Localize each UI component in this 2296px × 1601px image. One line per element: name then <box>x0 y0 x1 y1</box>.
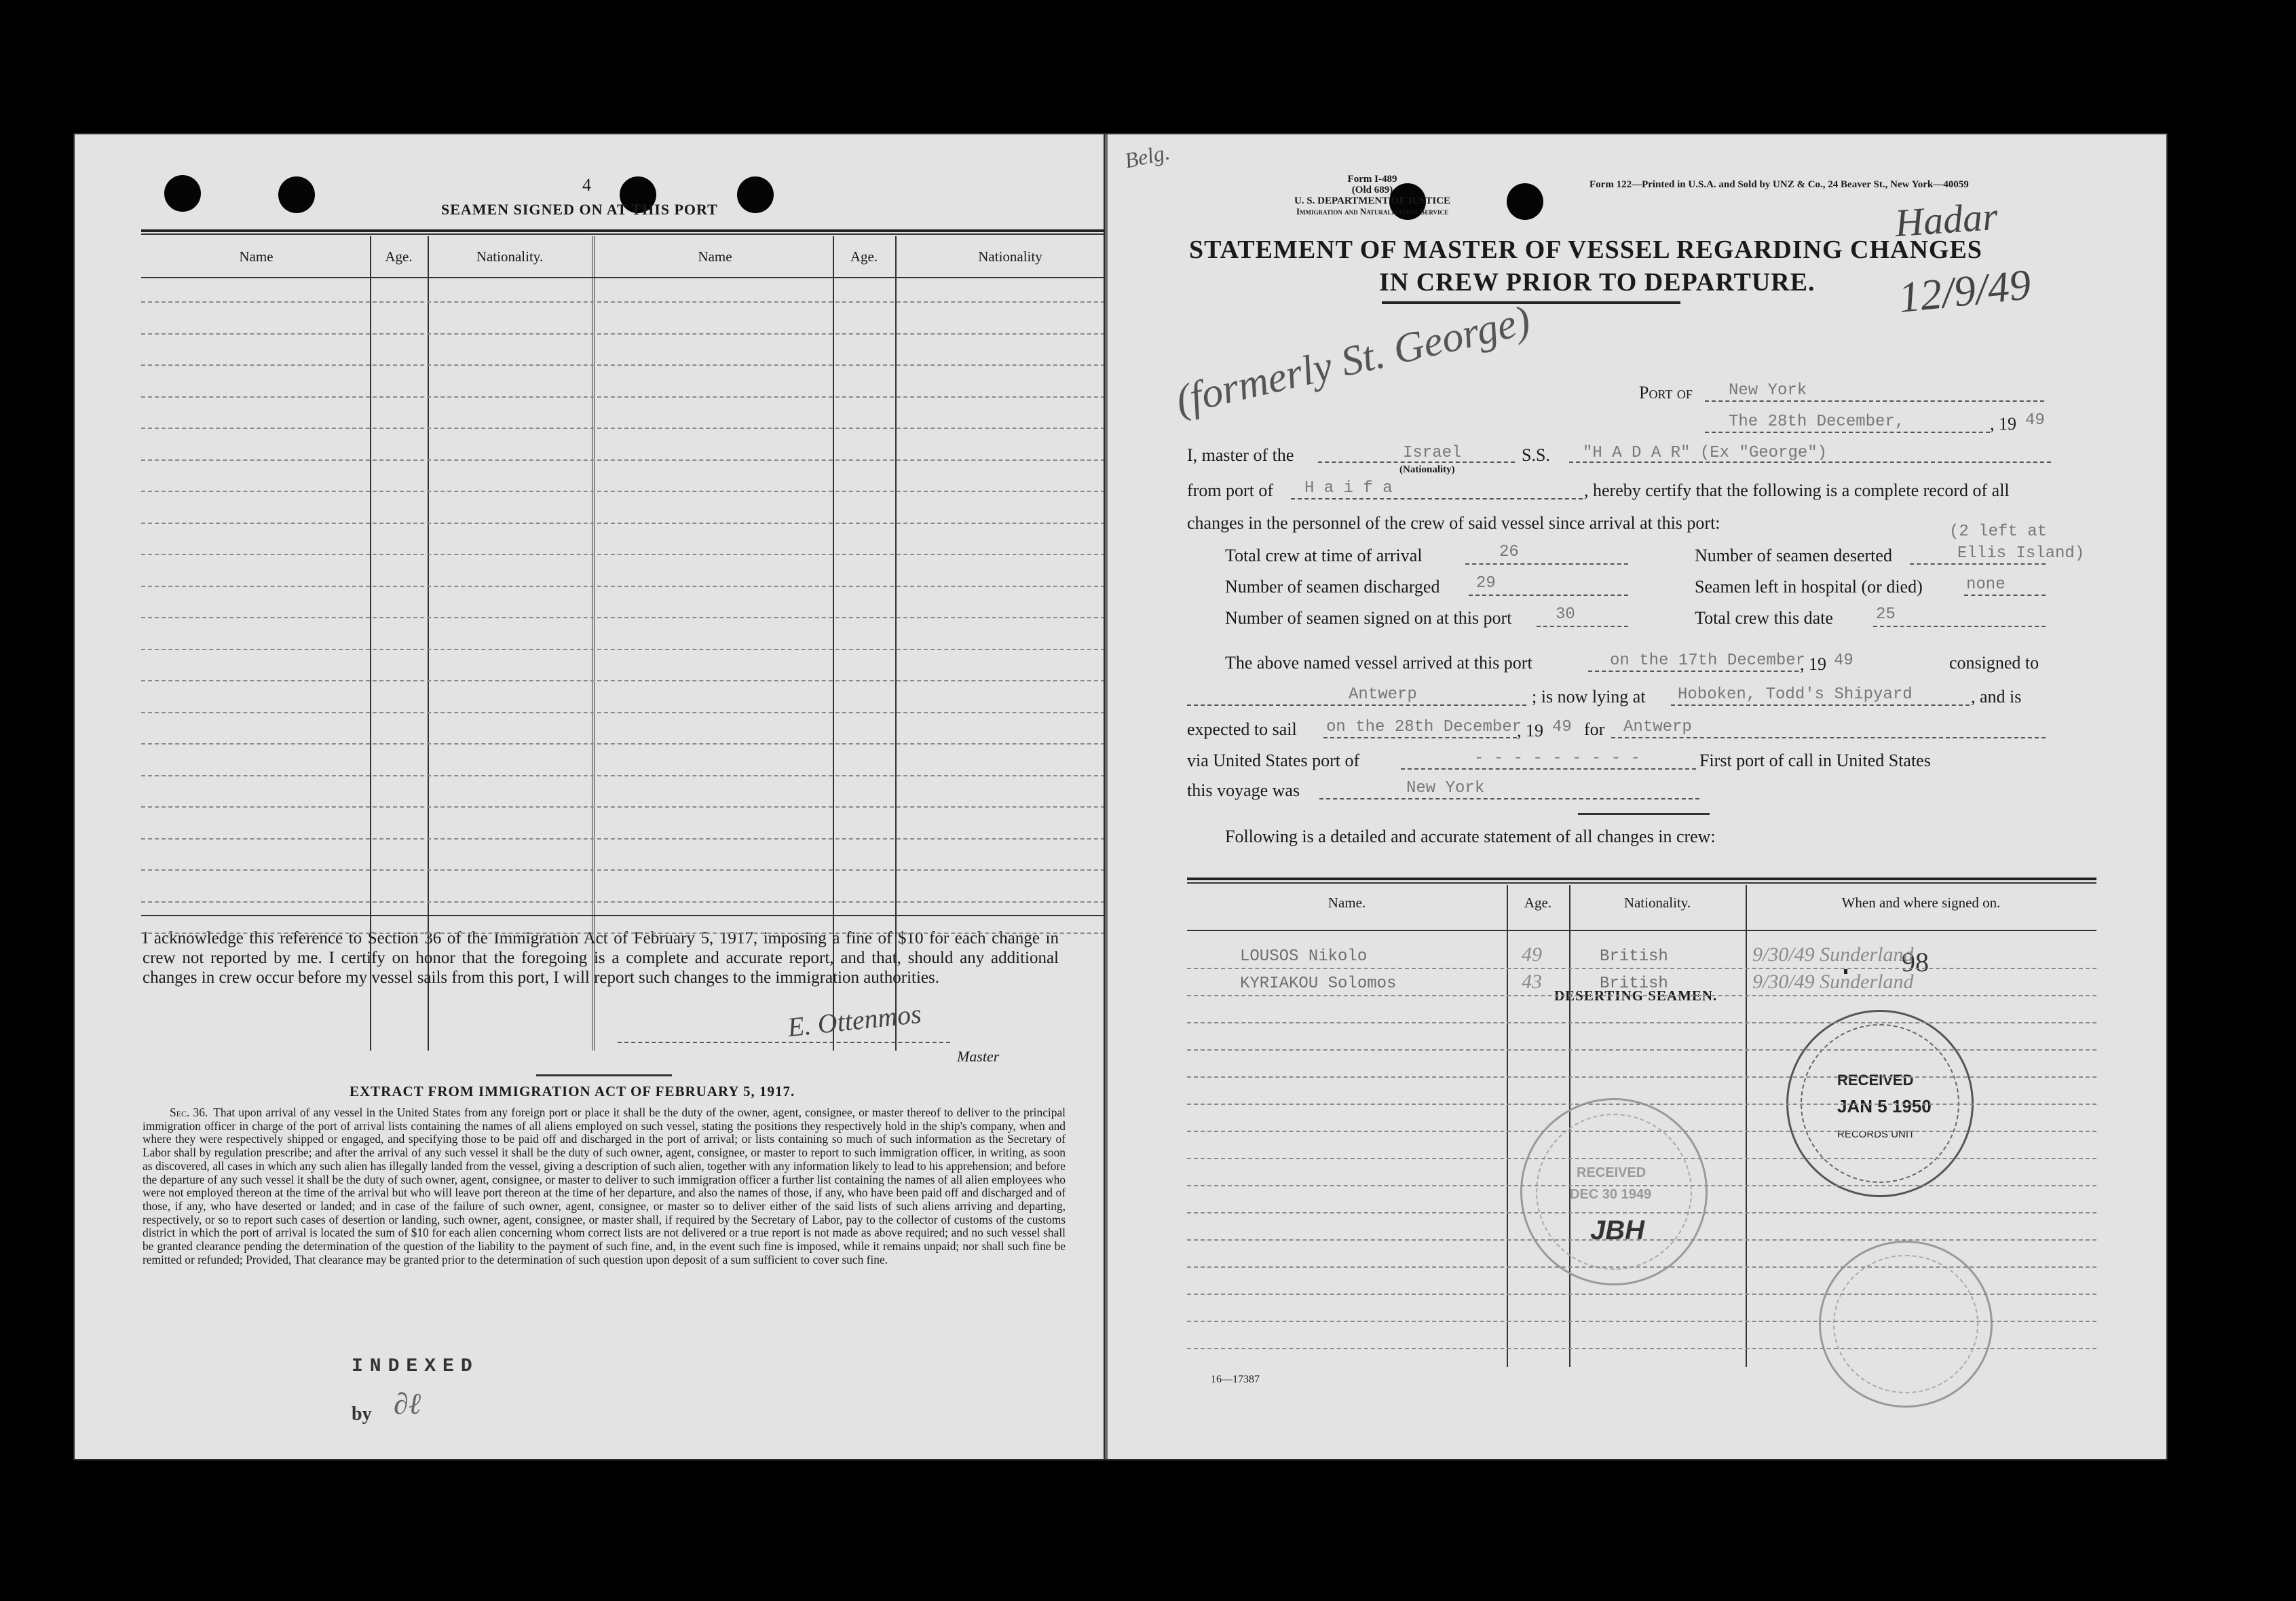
table-row-rule <box>141 649 1105 650</box>
nationality-sublabel: (Nationality) <box>1399 464 1455 475</box>
nationality-value: Israel <box>1403 444 1462 462</box>
and-is-text: , and is <box>1971 687 2022 707</box>
table-row-rule <box>1187 1212 2096 1213</box>
table-row-rule <box>1187 968 2096 969</box>
signed-on-underline <box>1537 626 1628 627</box>
indexed-by-initials: ∂ℓ <box>394 1387 421 1420</box>
port-label: Port of <box>1639 383 1693 402</box>
deserter-name: LOUSOS Nikolo <box>1240 947 1368 966</box>
voyage-underline <box>1319 798 1699 799</box>
handwritten-formerly-note: (formerly St. George) <box>1171 297 1535 424</box>
date-value: The 28th December, <box>1729 413 1905 431</box>
column-header: Name <box>698 248 732 265</box>
year-prefix: , 19 <box>1990 414 2016 434</box>
handwritten-vessel-name: Hadar <box>1893 193 1999 246</box>
deserted-note-line2: Ellis Island) <box>1957 544 2085 563</box>
year-value: 49 <box>2025 411 2045 430</box>
stamp-ring <box>1833 1255 1978 1393</box>
table-row-rule <box>141 586 1105 587</box>
table-row-rule <box>1187 1076 2096 1078</box>
master-of-label: I, master of the <box>1187 445 1294 465</box>
voyage-label: this voyage was <box>1187 780 1300 800</box>
service-text: Immigration and Naturalization Service <box>1296 206 1449 216</box>
table-row-rule <box>141 459 1105 461</box>
arrived-underline <box>1588 671 1799 672</box>
table-row-rule <box>1187 995 2096 996</box>
deserting-column-header: Nationality. <box>1623 894 1691 911</box>
hospital-label: Seamen left in hospital (or died) <box>1695 577 1923 597</box>
hospital-underline <box>1964 595 2046 596</box>
sail-year-value: 49 <box>1552 718 1572 736</box>
column-header: Nationality. <box>476 248 544 265</box>
deserting-column-header: Age. <box>1524 894 1552 911</box>
form-footer-number: 16—17387 <box>1211 1374 1260 1385</box>
for-label: for <box>1584 719 1605 739</box>
belg-annotation: Belg. <box>1122 139 1172 173</box>
table-row-rule <box>1187 1239 2096 1241</box>
table-row-rule <box>1187 1185 2096 1186</box>
deserter-age: 43 <box>1522 971 1542 993</box>
from-port-value: H a i f a <box>1304 479 1393 497</box>
form-number <box>1237 174 1508 217</box>
sail-value: on the 28th December <box>1326 718 1522 736</box>
lying-label: ; is now lying at <box>1532 687 1646 707</box>
title-underline <box>1382 301 1680 304</box>
total-arrival-value: 26 <box>1499 543 1519 561</box>
page-number: 4 <box>582 175 591 195</box>
table-row-rule <box>1187 1266 2096 1268</box>
deserter-signed-on: 9/30/49 Sunderland <box>1752 971 1914 993</box>
table-row-rule <box>1187 1131 2096 1132</box>
via-value: - - - - - - - - - <box>1474 749 1640 768</box>
acknowledgment-text: I acknowledge this reference to Section 36 of the Immigration Act of February 5, 1917, imposing a fine of $10 for each change in crew not reported by me. I certify on honor that the foregoing is a complete and accurate report, and that, should any additional changes in crew occur before my vessel sails from this port, I will report such changes to the immigration authorities. <box>143 929 1059 987</box>
discharged-underline <box>1469 595 1628 596</box>
table-row-rule <box>1187 1321 2096 1322</box>
table-top-rule <box>141 229 1105 232</box>
deserting-seamen-title: DESERTING SEAMEN. <box>1554 987 1718 1004</box>
column-header: Age. <box>850 248 878 265</box>
arrived-year-prefix: , 19 <box>1800 654 1826 674</box>
total-date-label: Total crew this date <box>1695 608 1833 628</box>
form-number-text: Form I-489 <box>1347 174 1397 185</box>
discharged-value: 29 <box>1476 574 1496 592</box>
consigned-value: Antwerp <box>1349 685 1417 704</box>
following-label: Following is a detailed and accurate statement of all changes in crew: <box>1225 827 1716 846</box>
column-header: Nationality <box>978 248 1042 265</box>
table-row-rule <box>141 491 1105 492</box>
deserted-underline <box>1910 563 2046 565</box>
divider-rule <box>1578 813 1710 815</box>
for-value: Antwerp <box>1623 718 1692 736</box>
port-value: New York <box>1729 381 1807 400</box>
master-label: Master <box>957 1048 1000 1065</box>
deserted-note-line1: (2 left at <box>1949 523 2048 541</box>
deserter-signed-on: 9/30/49 Sunderland <box>1752 943 1914 966</box>
table-row-rule <box>141 396 1105 398</box>
faint-received-stamp <box>1520 1098 1708 1285</box>
table-row-rule <box>1187 1348 2096 1349</box>
lying-value: Hoboken, Todd's Shipyard <box>1678 685 1913 704</box>
total-date-underline <box>1873 626 2046 627</box>
table-bottom-rule <box>141 915 1105 916</box>
table-row-rule <box>141 838 1105 840</box>
arrived-value: on the 17th December <box>1610 652 1806 670</box>
table-row-rule <box>141 617 1105 618</box>
discharged-label: Number of seamen discharged <box>1225 577 1440 597</box>
table-row-rule <box>1187 1294 2096 1295</box>
header-rule <box>1187 930 2096 931</box>
deserter-nationality: British <box>1600 975 1668 993</box>
form-old-text: (Old 689) <box>1351 185 1393 195</box>
deserted-label: Number of seamen deserted <box>1695 546 1892 565</box>
department-text: U. S. DEPARTMENT OF JUSTICE <box>1294 195 1451 206</box>
table-top-rule <box>141 233 1105 235</box>
arrived-year-value: 49 <box>1834 652 1853 670</box>
deserting-table-top-rule <box>1187 878 2096 880</box>
ship-value: "H A D A R" (Ex "George") <box>1583 444 1828 462</box>
lying-underline <box>1671 704 1970 706</box>
certify-text: , hereby certify that the following is a complete record of all <box>1584 481 2010 500</box>
deserting-column-header: Name. <box>1328 894 1366 911</box>
table-row-rule <box>141 869 1105 871</box>
changes-text: changes in the personnel of the crew of said vessel since arrival at this port: <box>1187 513 1720 533</box>
deserting-column-header: When and where signed on. <box>1841 894 2001 911</box>
stamp-faint-date: DEC 30 1949 <box>1570 1187 1652 1202</box>
indexed-by-label: by <box>352 1404 372 1425</box>
consigned-underline <box>1187 704 1526 706</box>
deserter-nationality: British <box>1600 947 1668 966</box>
table-row-rule <box>1187 1049 2096 1051</box>
extract-title: EXTRACT FROM IMMIGRATION ACT OF FEBRUARY 5, 1917. <box>350 1083 795 1099</box>
signed-on-value: 30 <box>1556 605 1575 624</box>
divider-rule <box>536 1074 672 1076</box>
from-port-label: from port of <box>1187 481 1274 500</box>
signed-on-label: Number of seamen signed on at this port <box>1225 608 1512 628</box>
table-row-rule <box>141 523 1105 524</box>
table-row-rule <box>141 333 1105 335</box>
table-row-rule <box>141 743 1105 745</box>
hospital-value: none <box>1966 576 2006 594</box>
total-date-value: 25 <box>1876 605 1896 624</box>
consigned-label: consigned to <box>1949 653 2039 673</box>
master-signature: E. Ottenmos <box>786 998 923 1043</box>
table-row-rule <box>141 806 1105 808</box>
crew-count-note: 98 <box>1902 947 1929 977</box>
handwritten-date: 12/9/49 <box>1896 259 2033 322</box>
table-row-rule <box>141 680 1105 681</box>
signature-line <box>618 1042 950 1043</box>
ss-label: S.S. <box>1522 445 1550 465</box>
table-row-rule <box>1187 1158 2096 1159</box>
seamen-signed-on-title: SEAMEN SIGNED ON AT THIS PORT <box>441 201 718 218</box>
header-rule <box>141 277 1105 278</box>
arrived-label: The above named vessel arrived at this port <box>1225 653 1532 673</box>
stamp-faint-label: RECEIVED <box>1577 1165 1646 1180</box>
statement-title-line1: STATEMENT OF MASTER OF VESSEL REGARDING CHANGES <box>1189 236 1982 264</box>
table-row-rule <box>141 901 1105 903</box>
sail-year-prefix: , 19 <box>1517 721 1543 740</box>
printer-note: Form 122—Printed in U.S.A. and Sold by UNZ & Co., 24 Beaver St., New York—40059 <box>1589 179 1969 190</box>
statement-title-line2: IN CREW PRIOR TO DEPARTURE. <box>1379 268 1815 297</box>
deserter-name: KYRIAKOU Solomos <box>1240 975 1397 993</box>
via-underline <box>1401 768 1696 770</box>
total-arrival-label: Total crew at time of arrival <box>1225 546 1423 565</box>
first-port-label: First port of call in United States <box>1699 751 1931 770</box>
table-row-rule <box>141 775 1105 776</box>
sail-underline <box>1323 737 1517 738</box>
punch-hole <box>1507 183 1543 220</box>
table-row-rule <box>141 933 1105 934</box>
deserting-table-top-rule <box>1187 882 2096 884</box>
column-header: Age. <box>385 248 413 265</box>
sail-label: expected to sail <box>1187 719 1297 739</box>
right-page <box>1105 134 2166 1459</box>
stamp-received-label: RECEIVED <box>1837 1072 1914 1089</box>
table-row-rule <box>141 712 1105 713</box>
punch-hole <box>164 175 201 212</box>
table-row-rule <box>141 428 1105 429</box>
deserter-age: 49 <box>1522 943 1542 966</box>
indexed-stamp: INDEXED <box>352 1356 479 1377</box>
table-row-rule <box>141 554 1105 555</box>
table-row-rule <box>1187 1104 2096 1105</box>
stamp-records-unit: RECORDS UNIT <box>1837 1129 1915 1140</box>
left-page <box>75 134 1105 1459</box>
stamp-initials: JBH <box>1590 1216 1645 1245</box>
section-36-text <box>143 1106 1066 1266</box>
for-underline <box>1611 737 2046 738</box>
total-arrival-underline <box>1465 563 1628 565</box>
via-label: via United States port of <box>1187 751 1360 770</box>
port-underline <box>1705 400 2044 402</box>
faint-bottom-stamp <box>1819 1241 1993 1408</box>
stamp-received-date: JAN 5 1950 <box>1837 1096 1932 1116</box>
section-36-body: That upon arrival of any vessel in the United States from any foreign port or place it shall be the duty of the owner, agent, consignee, or master thereof to deliver to the principal immigration officer in charge of the port of arrival lists containing the names of all aliens employed on such vessel, stating the positions they respectively hold in the ship's company, when and where they were respectively shipped or engaged, and specifying those to be paid off and discharged in the port of arrival; or lists containing so much of such information as the Secretary of Labor shall by regulation prescribe; and after the arrival of any such vessel it shall be the duty of such owner, agent, consignee, or master to report to such immigration officer, in writing, as soon as discovered, all cases in which any such alien has illegally landed from the vessel, giving a description of such alien, together with any information likely to lead to his apprehension; and before the departure of any such vessel it shall be the duty of such owner, agent, consignee, or master to deliver to such immigration officer a further list containing the names of all alien employees who were not employed thereon at the time of the arrival but who will leave port thereon at the time of her departure, and also the names of those, if any, who have been paid off and discharged and of those, if any, who have deserted or landed; and in case of the failure of such owner, agent, consignee, or master so to deliver either of the said lists of such aliens arriving and departing, respectively, or so to report such cases of desertion or landing, such owner, agent, consignee, or master shall, if required by the Secretary of Labor, pay to the collector of customs of the customs district in which the port of arrival is located the sum of $10 for each alien concerning whom correct lists are not delivered or a true report is not made as above required; and no such vessel shall be granted clearance pending the determination of the question of the liability to the payment of such fine, and, in the event such fine is imposed, while it remains unpaid; nor shall such fine be remitted or refunded; Provided, That clearance may be granted prior to the determination of such question upon deposit of a sum sufficient to cover such fine. <box>143 1106 1066 1266</box>
punch-hole <box>278 176 315 213</box>
punch-hole <box>737 176 774 213</box>
section-36-label: Sec. 36. <box>170 1106 208 1119</box>
table-row-rule <box>141 364 1105 366</box>
date-underline <box>1705 432 1990 433</box>
column-header: Name <box>239 248 274 265</box>
from-port-underline <box>1291 498 1583 500</box>
table-row-rule <box>141 301 1105 303</box>
voyage-value: New York <box>1406 779 1485 797</box>
table-row-rule <box>1187 1022 2096 1023</box>
